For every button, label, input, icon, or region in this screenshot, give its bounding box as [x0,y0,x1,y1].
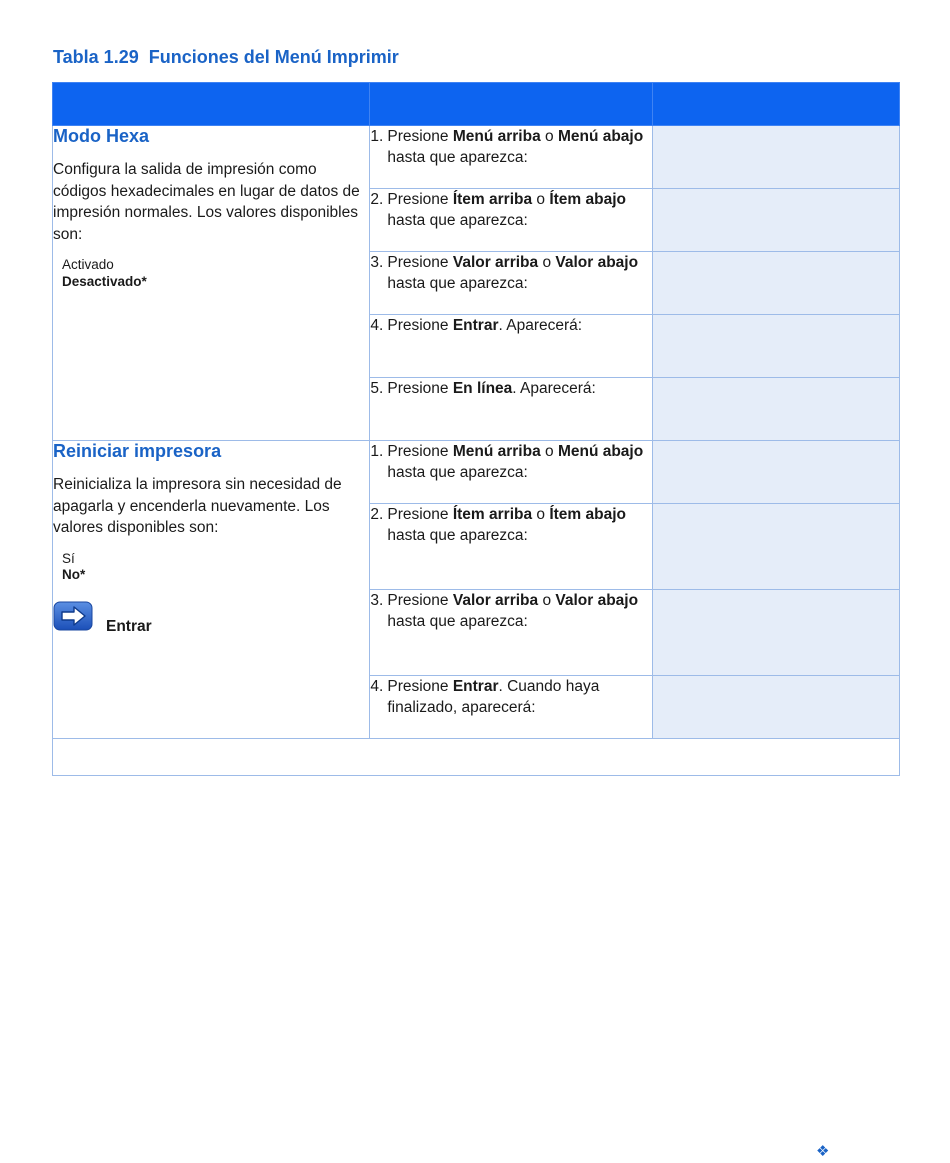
step-cell [370,590,652,676]
step-text-run: . Cuando haya finalizado, aparecerá: [387,678,600,716]
header-cell-feature [53,83,370,126]
step-key-name: Entrar [452,317,499,334]
step-item [370,378,651,399]
display-cell [652,590,899,676]
step-text-run: Presione [387,443,453,460]
value-list [62,551,369,584]
feature-description: Configura la salida de impresión como códigos hexadecimales en lugar de datos de impresión normales. Los valores disponibles son: [53,161,360,243]
step-number: 5. [370,380,384,397]
caption-title: Funciones del Menú Imprimir [148,47,399,67]
step-item [370,504,651,546]
step-cell [370,504,652,590]
step-text [387,441,651,483]
step-text [387,504,651,546]
feature-description: Reinicializa la impresora sin necesidad de apagarla y encenderla nuevamente. Los valores disponibles son: [53,476,342,536]
step-key-name: Menú abajo [557,443,644,460]
display-cell [652,378,899,441]
value-option: Activado [62,257,114,272]
step-text [387,189,651,231]
step-text-run: o [538,254,556,271]
step-text-run: hasta que aparezca: [387,464,528,481]
display-cell [652,504,899,590]
display-cell [652,441,899,504]
feature-cell-hex-mode [53,126,370,441]
header-cell-display [652,83,899,126]
step-key-name: Ítem abajo [549,191,627,208]
step-number: 1. [370,443,384,460]
table-header-row [53,83,900,126]
step-key-name: Menú abajo [557,128,644,145]
display-cell [652,315,899,378]
value-option-default: Desactivado* [62,273,147,289]
feature-title: Reiniciar impresora [53,441,222,461]
step-text [387,315,651,336]
display-cell [652,189,899,252]
step-number: 1. [370,128,384,145]
enter-arrow-icon [53,601,93,631]
diamond-nav-icon[interactable]: ❖ [816,1143,830,1160]
step-key-name: Ítem arriba [452,506,533,523]
table-row [53,126,900,189]
feature-cell-reset-printer [53,441,370,739]
enter-label: Entrar [106,617,152,635]
step-text-run: Presione [387,506,453,523]
table-caption [53,47,399,68]
empty-footer-cell [53,739,900,776]
step-cell [370,378,652,441]
step-cell [370,676,652,739]
step-number: 4. [370,317,384,334]
step-key-name: Ítem abajo [549,506,627,523]
caption-number: Tabla 1.29 [53,47,139,67]
step-key-name: Ítem arriba [452,191,533,208]
step-key-name: Valor abajo [555,592,639,609]
step-text [387,252,651,294]
step-text-run: hasta que aparezca: [387,275,528,292]
step-key-name: Menú arriba [452,443,541,460]
step-number: 3. [370,254,384,271]
step-cell [370,441,652,504]
header-cell-steps [370,83,652,126]
step-item [370,315,651,336]
step-text-run: Presione [387,678,453,695]
step-item [370,189,651,231]
step-number: 2. [370,191,384,208]
step-key-name: Menú arriba [452,128,541,145]
value-option: Sí [62,550,75,566]
value-option-default: No* [62,567,86,582]
enter-note [53,596,369,636]
step-text [387,378,651,399]
step-cell [370,315,652,378]
step-text-run: Presione [387,317,453,334]
step-text [387,676,651,718]
step-cell [370,252,652,315]
step-text-run: o [532,191,550,208]
step-text-run: hasta que aparezca: [387,613,528,630]
step-text-run: . Aparecerá: [498,317,583,334]
step-item [370,252,651,294]
display-cell [652,676,899,739]
step-key-name: En línea [452,380,513,397]
step-text-run: Presione [387,128,453,145]
table-footer-row [53,739,900,776]
step-key-name: Entrar [452,678,499,695]
step-text-run: . Aparecerá: [512,380,596,397]
step-text-run: hasta que aparezca: [387,527,528,544]
step-cell [370,126,652,189]
display-cell [652,126,899,189]
step-cell [370,189,652,252]
value-list [62,257,369,290]
step-text-run: o [540,443,558,460]
step-text-run: hasta que aparezca: [387,149,528,166]
step-item [370,126,651,168]
table-row [53,441,900,504]
step-item [370,441,651,483]
step-number: 4. [370,678,384,695]
step-key-name: Valor arriba [452,254,539,271]
step-text-run: o [540,128,558,145]
step-text-run: Presione [387,380,453,397]
feature-title: Modo Hexa [53,126,150,146]
step-text [387,590,651,632]
step-text [387,126,651,168]
step-text-run: o [538,592,556,609]
step-key-name: Valor abajo [555,254,639,271]
step-number: 3. [370,592,384,609]
display-cell [652,252,899,315]
step-text-run: Presione [387,254,453,271]
step-number: 2. [370,506,384,523]
step-text-run: hasta que aparezca: [387,212,528,229]
print-menu-table [52,82,900,776]
step-text-run: Presione [387,592,453,609]
step-item [370,676,651,718]
step-key-name: Valor arriba [452,592,539,609]
step-text-run: Presione [387,191,453,208]
step-item [370,590,651,632]
step-text-run: o [532,506,550,523]
